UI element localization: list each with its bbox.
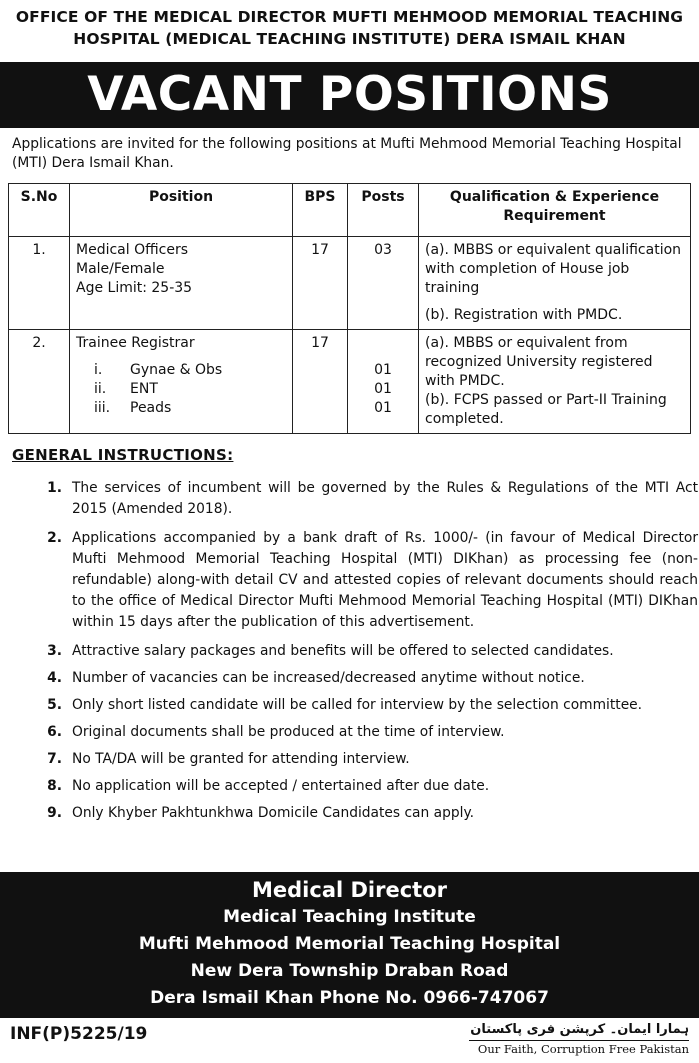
row1-position-age: Age Limit: 25-35 xyxy=(76,280,193,296)
list-item xyxy=(0,776,699,797)
item-number: 8. xyxy=(47,778,62,794)
item-number: 5. xyxy=(47,697,62,713)
col-header-bps: BPS xyxy=(293,184,348,237)
item-text: Number of vacancies can be increased/decreased anytime without notice. xyxy=(72,670,585,686)
footer-title: Medical Director xyxy=(252,878,447,902)
col-header-qualification: Qualification & Experience Requirement xyxy=(419,184,691,237)
sub-item-number: iii. xyxy=(94,400,111,416)
positions-table xyxy=(8,183,691,434)
footer-city-phone: Dera Ismail Khan Phone No. 0966-747067 xyxy=(150,988,549,1008)
item-text: Only short listed candidate will be called for interview by the selection committee. xyxy=(72,697,643,713)
item-number: 4. xyxy=(47,670,62,686)
vacant-positions-banner: VACANT POSITIONS xyxy=(0,62,699,128)
item-text: The services of incumbent will be governed by the Rules & Regulations of the MTI Act 2015 (Amended 2018). xyxy=(72,480,698,517)
list-item xyxy=(0,668,699,689)
row2-qual-a: (a). MBBS or equivalent from recognized University registered with PMDC. xyxy=(425,335,653,389)
item-number: 3. xyxy=(47,643,62,659)
sub-item-name: Gynae & Obs xyxy=(130,362,223,378)
row1-position xyxy=(70,237,293,330)
row1-qual-b: (b). Registration with PMDC. xyxy=(425,307,623,323)
sub-item-posts: 01 xyxy=(374,362,392,378)
item-text: Only Khyber Pakhtunkhwa Domicile Candidates can apply. xyxy=(72,805,475,821)
intro-text: Applications are invited for the following positions at Mufti Mehmood Memorial Teaching Hospital (MTI) Dera Ismail Khan. xyxy=(12,136,682,171)
sub-item-number: i. xyxy=(94,362,103,378)
item-number: 1. xyxy=(47,480,62,496)
list-item xyxy=(0,722,699,743)
row2-sub-item xyxy=(76,399,286,418)
footer-institute: Medical Teaching Institute xyxy=(223,907,476,927)
header-line-1: OFFICE OF THE MEDICAL DIRECTOR MUFTI MEHMOOD MEMORIAL TEACHING xyxy=(15,8,684,26)
list-item xyxy=(0,641,699,662)
sub-item-posts: 01 xyxy=(374,400,392,416)
slogan xyxy=(469,1022,689,1056)
item-text: Applications accompanied by a bank draft of Rs. 1000/- (in favour of Medical Director Mufti Mehmood Memorial Teaching Hospital (MTI) DIKhan) as processing fee (non-refundable) along-with detail CV and attested copies of relevant documents should reach to the office of Medical Director Mufti Mehmood Memorial Teaching Hospital (MTI) DIKhan within 15 days after the publication of this advertisement. xyxy=(72,530,698,630)
row2-bps: 17 xyxy=(293,330,348,434)
sub-item-name: Peads xyxy=(130,400,172,416)
item-number: 2. xyxy=(47,530,62,546)
table-header-row xyxy=(9,184,691,237)
office-header xyxy=(0,0,699,50)
footer-address: New Dera Township Draban Road xyxy=(190,961,509,981)
item-text: Original documents shall be produced at the time of interview. xyxy=(72,724,505,740)
general-instructions-title: GENERAL INSTRUCTIONS: xyxy=(12,446,234,464)
header-line-2: HOSPITAL (MEDICAL TEACHING INSTITUTE) DERA ISMAIL KHAN xyxy=(73,30,626,48)
col-header-sno: S.No xyxy=(9,184,70,237)
slogan-urdu: ہمارا ایمان۔ کرپشن فری پاکستان xyxy=(470,1022,689,1037)
sub-item-name: ENT xyxy=(130,381,158,397)
list-item xyxy=(0,803,699,824)
col-header-position: Position xyxy=(70,184,293,237)
slogan-divider xyxy=(469,1040,689,1041)
instructions-list xyxy=(0,478,699,824)
col-header-posts: Posts xyxy=(348,184,419,237)
table-row xyxy=(9,330,691,434)
item-text: No TA/DA will be granted for attending interview. xyxy=(72,751,410,767)
footer-hospital: Mufti Mehmood Memorial Teaching Hospital xyxy=(138,934,561,954)
row2-sno: 2. xyxy=(9,330,70,434)
row2-qual-b: (b). FCPS passed or Part-II Training completed. xyxy=(425,392,667,427)
row1-qual-a: (a). MBBS or equivalent qualification with completion of House job training xyxy=(425,242,682,296)
row1-posts: 03 xyxy=(348,237,419,330)
slogan-english: Our Faith, Corruption Free Pakistan xyxy=(477,1042,689,1056)
row1-qualification xyxy=(419,237,691,330)
list-item xyxy=(0,478,699,520)
sub-item-posts: 01 xyxy=(374,381,392,397)
row2-position xyxy=(70,330,293,434)
contact-footer xyxy=(0,872,699,1018)
row2-posts xyxy=(348,330,419,434)
list-item xyxy=(0,749,699,770)
sub-item-number: ii. xyxy=(94,381,107,397)
item-number: 6. xyxy=(47,724,62,740)
row2-sub-item xyxy=(76,380,286,399)
row1-sno: 1. xyxy=(9,237,70,330)
item-number: 7. xyxy=(47,751,62,767)
row1-position-gender: Male/Female xyxy=(76,261,165,277)
item-number: 9. xyxy=(47,805,62,821)
row1-position-title: Medical Officers xyxy=(76,242,188,258)
list-item xyxy=(0,528,699,633)
row2-position-title: Trainee Registrar xyxy=(76,335,195,351)
item-text: Attractive salary packages and benefits will be offered to selected candidates. xyxy=(72,643,614,659)
row1-bps: 17 xyxy=(293,237,348,330)
table-row xyxy=(9,237,691,330)
row2-sub-item xyxy=(76,361,286,380)
item-text: No application will be accepted / entertained after due date. xyxy=(72,778,490,794)
reference-number: INF(P)5225/19 xyxy=(10,1024,148,1044)
list-item xyxy=(0,695,699,716)
row2-qualification xyxy=(419,330,691,434)
